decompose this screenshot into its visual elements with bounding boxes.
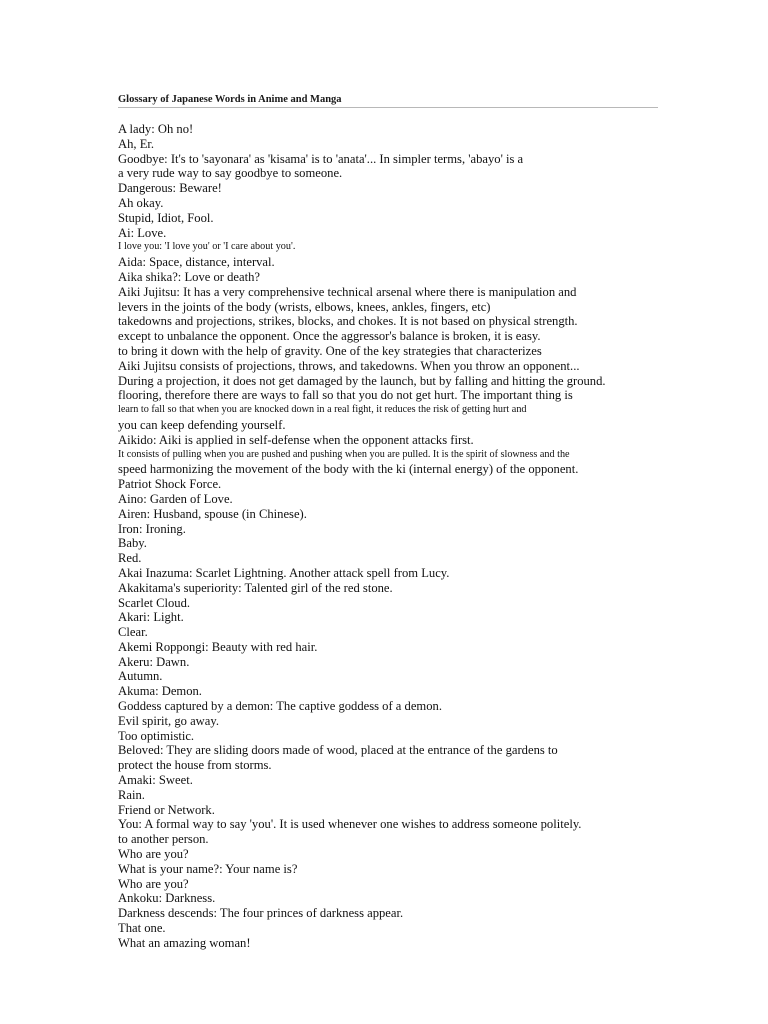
glossary-line: What an amazing woman! — [118, 935, 251, 950]
glossary-line: Ankoku: Darkness. — [118, 891, 216, 906]
glossary-line: Aida: Space, distance, interval. — [118, 255, 275, 270]
glossary-line: Akeru: Dawn. — [118, 654, 190, 669]
glossary-line: you can keep defending yourself. — [118, 417, 286, 432]
glossary-line: except to unbalance the opponent. Once the aggressor's balance is broken, it is easy. — [118, 329, 541, 344]
glossary-line: That one. — [118, 921, 166, 936]
glossary-line: Evil spirit, go away. — [118, 713, 219, 728]
glossary-line: Aika shika?: Love or death? — [118, 269, 260, 284]
glossary-line: Beloved: They are sliding doors made of wood, placed at the entrance of the gardens to — [118, 743, 558, 758]
glossary-line: Who are you? — [118, 847, 189, 862]
glossary-line: Akakitama's superiority: Talented girl of the red stone. — [118, 580, 393, 595]
glossary-line: I love you: 'I love you' or 'I care about you'. — [118, 241, 296, 253]
glossary-line: A lady: Oh no! — [118, 122, 194, 136]
glossary-line: Darkness descends: The four princes of darkness appear. — [118, 906, 404, 921]
glossary-line: Akemi Roppongi: Beauty with red hair. — [118, 639, 318, 654]
glossary-line: Akuma: Demon. — [118, 684, 202, 699]
glossary-line: Clear. — [118, 625, 148, 640]
glossary-line: levers in the joints of the body (wrists, elbows, knees, ankles, fingers, etc) — [118, 299, 491, 314]
glossary-line: Scarlet Cloud. — [118, 595, 191, 610]
glossary-line: Airen: Husband, spouse (in Chinese). — [118, 506, 307, 521]
document-title: Glossary of Japanese Words in Anime and Manga — [118, 94, 342, 105]
glossary-line: Akai Inazuma: Scarlet Lightning. Another attack spell from Lucy. — [118, 565, 450, 580]
glossary-line: Rain. — [118, 787, 145, 802]
glossary-line: Ah okay. — [118, 195, 164, 210]
glossary-line: What is your name?: Your name is? — [118, 861, 298, 876]
glossary-line: Aikido: Aiki is applied in self-defense when the opponent attacks first. — [118, 432, 474, 447]
glossary-line: Goodbye: It's to 'sayonara' as 'kisama' is to 'anata'... In simpler terms, 'abayo' is a — [118, 151, 524, 166]
glossary-line: Aiki Jujitsu consists of projections, throws, and takedowns. When you throw an opponent... — [118, 358, 580, 373]
glossary-line: Akari: Light. — [118, 610, 184, 625]
glossary-line: Ai: Love. — [118, 225, 167, 240]
glossary-line: Who are you? — [118, 876, 189, 891]
glossary-line: to bring it down with the help of gravity. One of the key strategies that characterizes — [118, 343, 542, 358]
glossary-line: takedowns and projections, strikes, blocks, and chokes. It is not based on physical strength. — [118, 314, 578, 329]
glossary-line: Autumn. — [118, 669, 163, 684]
glossary-line: Ah, Er. — [118, 136, 155, 151]
glossary-line: Friend or Network. — [118, 802, 215, 817]
glossary-line: You: A formal way to say 'you'. It is used whenever one wishes to address someone politely. — [118, 817, 582, 832]
glossary-line: Too optimistic. — [118, 728, 195, 743]
glossary-line: flooring, therefore there are ways to fall so that you do not get hurt. The important thing is — [118, 388, 573, 403]
glossary-list — [118, 122, 678, 951]
glossary-line: to another person. — [118, 832, 209, 847]
glossary-line: Red. — [118, 551, 142, 566]
glossary-line: Patriot Shock Force. — [118, 477, 222, 492]
glossary-line: protect the house from storms. — [118, 758, 272, 773]
glossary-line: learn to fall so that when you are knocked down in a real fight, it reduces the risk of getting hurt and — [118, 404, 527, 416]
glossary-line: Iron: Ironing. — [118, 521, 186, 536]
glossary-line: Amaki: Sweet. — [118, 773, 193, 788]
glossary-line: Goddess captured by a demon: The captive goddess of a demon. — [118, 699, 442, 714]
glossary-line: Aiki Jujitsu: It has a very comprehensive technical arsenal where there is manipulation and — [118, 284, 577, 299]
glossary-line: a very rude way to say goodbye to someone. — [118, 166, 343, 181]
glossary-line: It consists of pulling when you are pushed and pushing when you are pulled. It is the spirit of slowness and the — [118, 448, 570, 460]
glossary-line: speed harmonizing the movement of the body with the ki (internal energy) of the opponent. — [118, 462, 579, 477]
glossary-line: Aino: Garden of Love. — [118, 491, 233, 506]
glossary-line: Baby. — [118, 536, 147, 551]
glossary-line: Stupid, Idiot, Fool. — [118, 210, 214, 225]
glossary-line: Dangerous: Beware! — [118, 181, 222, 196]
title-divider — [118, 107, 658, 108]
glossary-line: During a projection, it does not get damaged by the launch, but by falling and hitting the ground. — [118, 373, 606, 388]
